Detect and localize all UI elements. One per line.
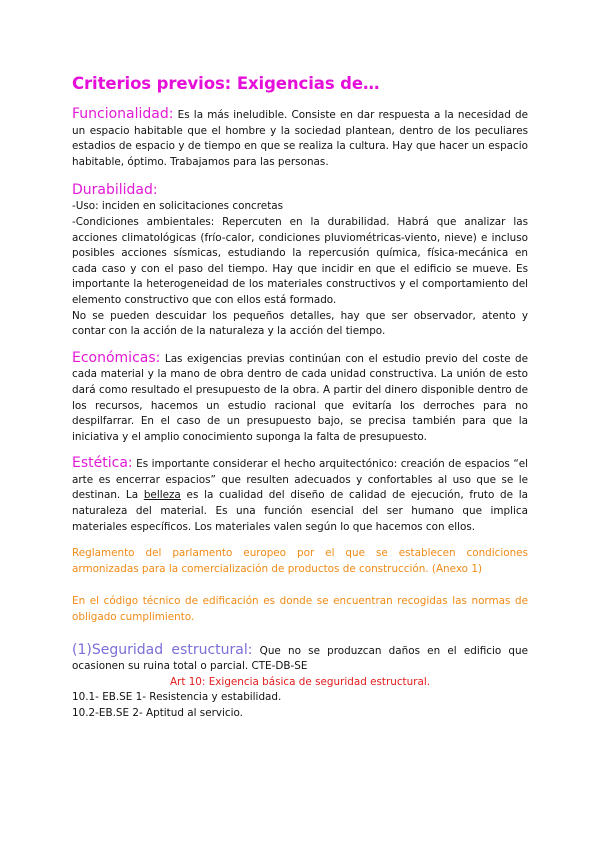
seguridad-item: 10.2-EB.SE 2- Aptitud al servicio. xyxy=(72,707,243,719)
funcionalidad-section xyxy=(72,107,528,170)
estetica-section xyxy=(72,456,528,535)
economicas-section xyxy=(72,351,528,446)
seguridad-section xyxy=(72,643,528,722)
seguridad-item: 10.1- EB.SE 1- Resistencia y estabilidad. xyxy=(72,691,282,704)
durabilidad-line: -Condiciones ambientales: Repercuten en la durabilidad. Habrá que analizar las acciones climatológicas (frío-calor, condiciones pluviométricas-viento, nieve) e incluso posibles acciones sísmicas, estudiando la repercusión química, física-mecánica en cada caso y con el paso del tiempo. Hay que incidir en que el edificio se mueve. Es importante la heterogeneidad de los materiales constructivos y el comportamiento del elemento constructivo que con ellos está formado. xyxy=(72,215,528,306)
durabilidad-heading: Durabilidad: xyxy=(72,182,158,199)
durabilidad-section xyxy=(72,181,528,339)
reglamento-note: Reglamento del parlamento europeo por el que se establecen condiciones armonizadas para la comercialización de productos de construcción. (Anexo 1) xyxy=(72,547,528,575)
funcionalidad-text: Es la más ineludible. Consiste en dar respuesta a la necesidad de un espacio habitable que el hombre y la sociedad plantean, dentro de los peculiares estadios de espacio y de tiempo en que se realiza la cultura. Hay que hacer un espacio habitable, óptimo. Trabajamos para las personas. xyxy=(72,109,528,168)
estetica-heading: Estética: xyxy=(72,455,133,472)
estetica-text-after: es la cualidad del diseño de calidad de ejecución, fruto de la naturaleza del material. Es una función esencial del ser humano que implica materiales específicos. Los materiales valen según lo que hacemos con ellos. xyxy=(72,489,529,533)
seguridad-heading: (1)Seguridad estructural: xyxy=(72,641,253,658)
funcionalidad-heading: Funcionalidad: xyxy=(72,106,174,122)
durabilidad-line: No se pueden descuidar los pequeños detalles, hay que ser observador, atento y contar con la acción de la naturaleza y la acción del tiempo. xyxy=(72,309,528,338)
economicas-heading: Económicas: xyxy=(72,349,161,366)
belleza-word: belleza xyxy=(143,489,181,502)
codigo-note: En el código técnico de edificación es donde se encuentran recogidas las normas de obligado cumplimiento. xyxy=(72,595,528,624)
page-title: Criterios previos: Exigencias de… xyxy=(72,74,380,93)
seguridad-text: Que no se produzcan daños en el edificio que ocasionen su ruina total o parcial. CTE-DB-SE xyxy=(72,644,528,673)
economicas-text: Las exigencias previas continúan con el estudio previo del coste de cada material y la mano de obra dentro de cada unidad constructiva. La unión de esto dará como resultado el presupuesto de la obra. A partir del dinero disponible dentro de los recursos, hacemos un estudio racional que evitaría los derroches para no despilfarrar. En el caso de un presupuesto bajo, se precisa también para que la iniciativa y el amplio conocimiento suponga la falta de presupuesto. xyxy=(72,352,528,443)
document-page xyxy=(72,74,528,722)
estetica-text-before: Es importante considerar el hecho arquitectónico: creación de espacios “el arte es encerrar espacios” que resulten adecuados y confortables al uso que se le destinan. La xyxy=(72,458,528,502)
durabilidad-line: -Uso: inciden en solicitaciones concretas xyxy=(72,200,284,213)
art-10-heading: Art 10: Exigencia básica de seguridad estructural. xyxy=(169,675,431,688)
